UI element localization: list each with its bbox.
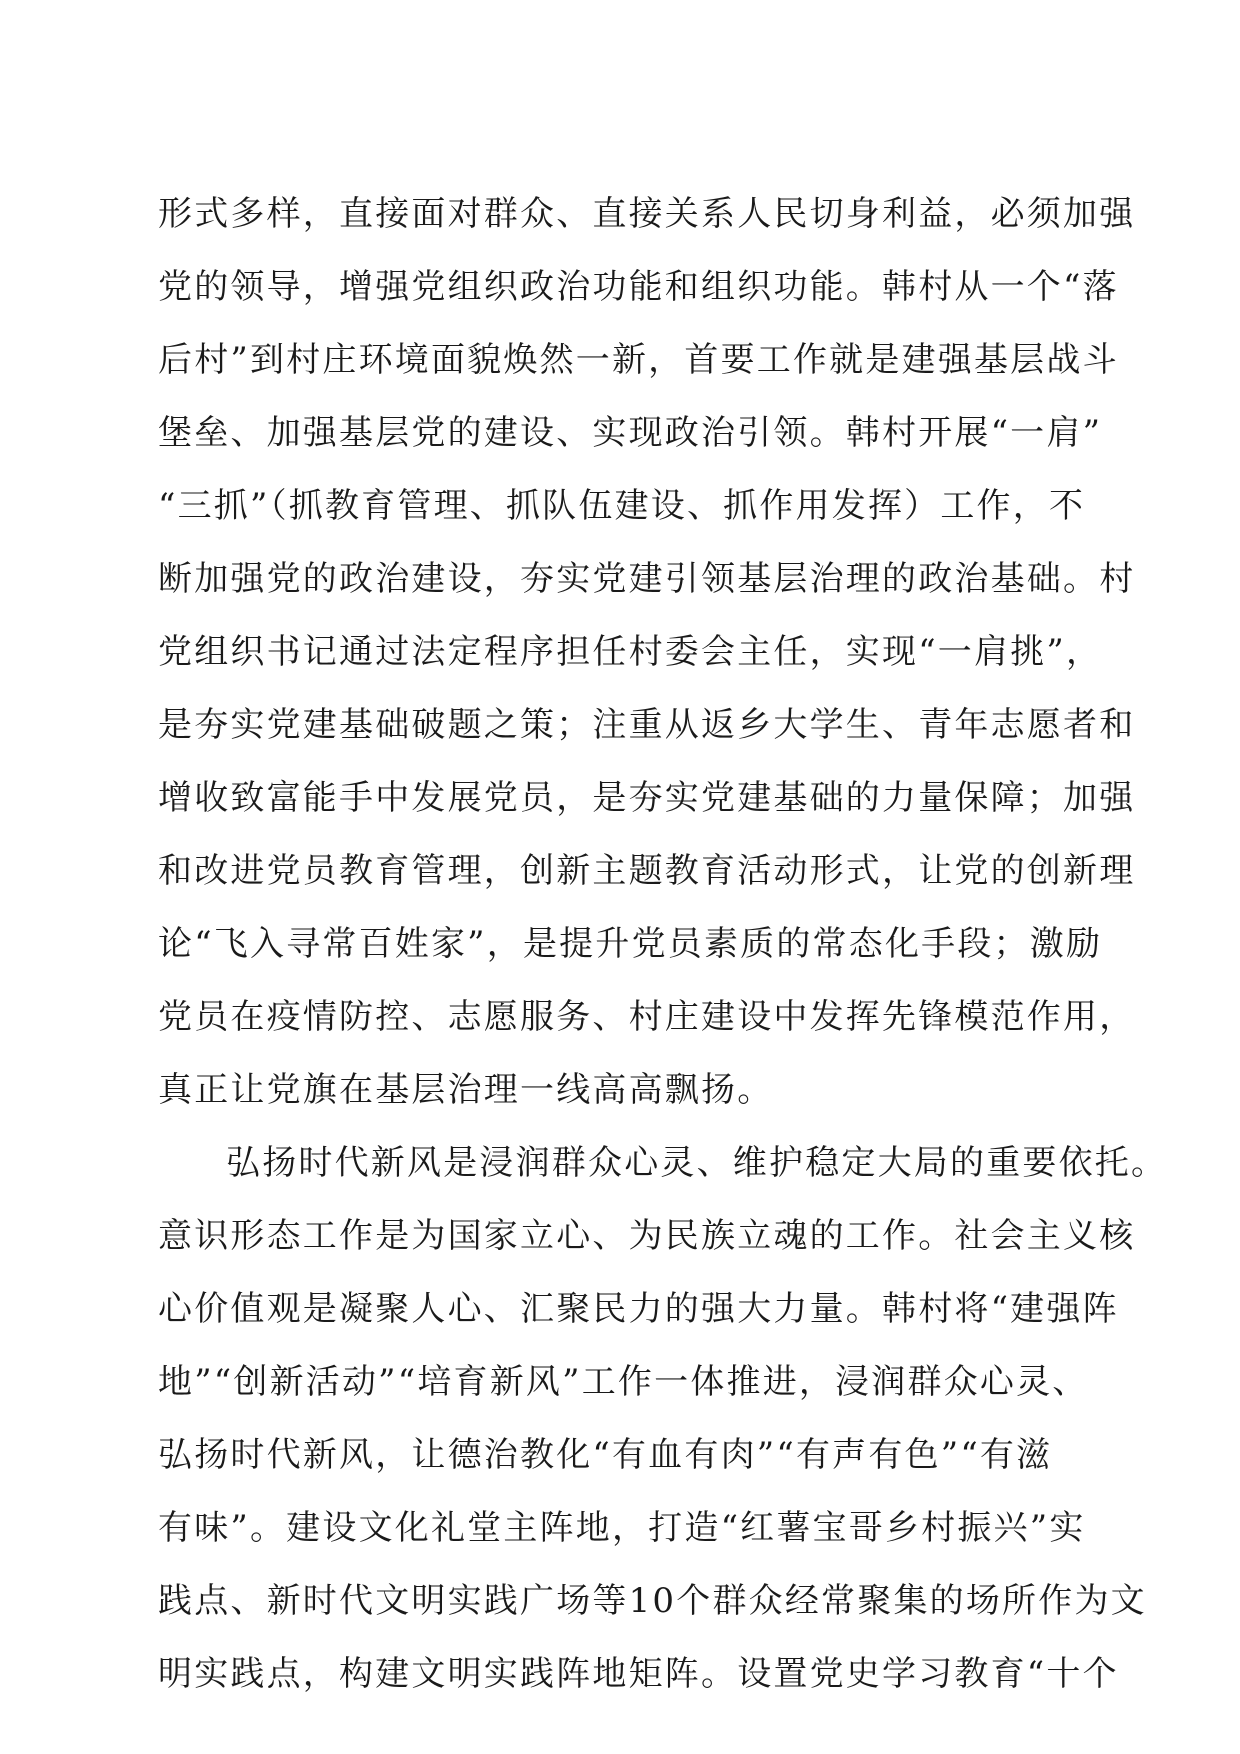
text-line: 是夯实党建基础破题之策；注重从返乡大学生、青年志愿者和: [158, 705, 1136, 745]
text-line: 地”“创新活动”“培育新风”工作一体推进，浸润群众心灵、: [158, 1362, 1089, 1402]
text-line: 有味”。建设文化礼堂主阵地，打造“红薯宝哥乡村振兴”实: [158, 1508, 1086, 1548]
text-line: 后村”到村庄环境面貌焕然一新，首要工作就是建强基层战斗: [158, 340, 1119, 380]
text-line: 真正让党旗在基层治理一线高高飘扬。: [158, 1070, 774, 1110]
text-line: 增收致富能手中发展党员，是夯实党建基础的力量保障；加强: [158, 778, 1136, 818]
text-line: 明实践点，构建文明实践阵地矩阵。设置党史学习教育“十个: [158, 1654, 1119, 1694]
text-line: 党的领导，增强党组织政治功能和组织功能。韩村从一个“落: [158, 267, 1119, 307]
text-line: 论“飞入寻常百姓家”，是提升党员素质的常态化手段；激励: [158, 924, 1103, 964]
text-line: 形式多样，直接面对群众、直接关系人民切身利益，必须加强: [158, 194, 1136, 234]
body-text: [158, 178, 1168, 1711]
text-line: “三抓”（抓教育管理、抓队伍建设、抓作用发挥）工作，不: [158, 486, 1086, 526]
text-line: 和改进党员教育管理，创新主题教育活动形式，让党的创新理: [158, 851, 1136, 891]
paragraph-first-line: 弘扬时代新风是浸润群众心灵、维护稳定大局的重要依托。: [226, 1143, 1168, 1183]
text-line: 党员在疫情防控、志愿服务、村庄建设中发挥先锋模范作用，: [158, 997, 1136, 1037]
text-line: 堡垒、加强基层党的建设、实现政治引领。韩村开展“一肩”: [158, 413, 1103, 453]
text-line: 弘扬时代新风，让德治教化“有血有肉”“有声有色”“有滋: [158, 1435, 1053, 1475]
text-line: 断加强党的政治建设，夯实党建引领基层治理的政治基础。村: [158, 559, 1136, 599]
text-line: 心价值观是凝聚人心、汇聚民力的强大力量。韩村将“建强阵: [158, 1289, 1119, 1329]
text-line: 意识形态工作是为国家立心、为民族立魂的工作。社会主义核: [158, 1216, 1136, 1256]
text-line: 党组织书记通过法定程序担任村委会主任，实现“一肩挑”，: [158, 632, 1103, 672]
text-line: 践点、新时代文明实践广场等10个群众经常聚集的场所作为文: [158, 1581, 1147, 1621]
